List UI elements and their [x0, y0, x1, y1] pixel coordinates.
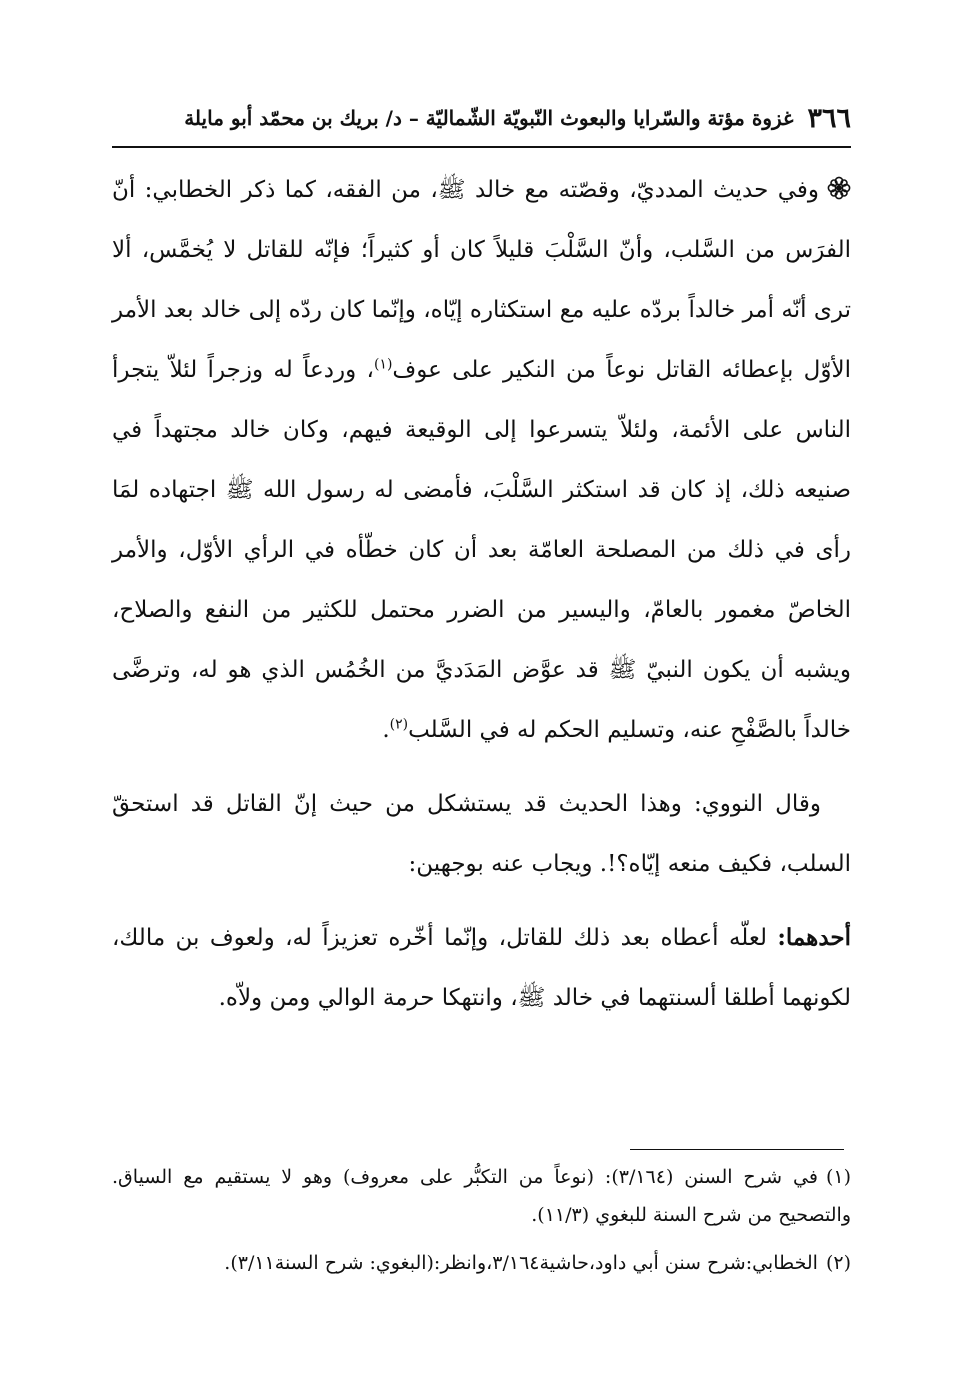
- page-header: [112, 96, 851, 140]
- flower-icon: [827, 163, 851, 187]
- paragraph-1-part-b: ، وردعاً له وزجراً لئلاّ يتجرأ الناس على الأئمة، ولئلاّ يتسرعوا إلى الوقيعة فيهم، وكان خالد مجتهداً في صنيعه ذلك، إذ كان قد استكثر السَّلْبَ، فأمضى له رسول الله ﷺ اجتهاده لمَا رأى في ذلك من المصلحة العامّة بعد أن كان خطّأه في الرأي الأوّل، والأمر الخاصّ مغمور بالعامّ، واليسير من الضرر محتمل للكثير من النفع والصلاح، ويشبه أن يكون النبيّ ﷺ قد عوَّض المَدَديَّ من الخُمُس الذي هو له، وترضَّى خالداً بالصَّفْحِ عنه، وتسليم الحكم له في السَّلب: [112, 357, 851, 743]
- footnote-number: (١): [825, 1166, 851, 1188]
- paragraph-1: [112, 160, 851, 760]
- running-title: غزوة مؤتة والسّرايا والبعوث النّبويّة الشّماليّة – د/ بريك بن محمّد أبو مايلة: [184, 106, 794, 130]
- paragraph-1-part-a: وفي حديث المدديّ، وقصّته مع خالد ﷺ، من الفقه، كما ذكر الخطابي: أنّ الفرَس من السَّلب، وأنّ السَّلْبَ قليلاً كان أو كثيراً؛ فإنّه للقاتل لا يُخمَّس، ألا ترى أنّه أمر خالداً بردّه عليه مع استكثاره إيّاه، وإنّما كان ردّه إلى خالد بعد الأمر الأوّل بإعطائه القاتل نوعاً من النكير على عوف: [112, 177, 851, 383]
- footnote-1: [112, 1158, 851, 1234]
- body-text: [112, 160, 851, 1028]
- footnotes: [112, 1158, 851, 1282]
- footnote-text: الخطابي:شرح سنن أبي داود،حاشية٣/١٦٤،وانظر:(البغوي: شرح السنة٣/١١).: [224, 1252, 818, 1274]
- paragraph-3: [112, 908, 851, 1028]
- footnote-ref-1[interactable]: (١): [373, 356, 393, 373]
- paragraph-3-lead: أحدهما:: [777, 924, 851, 951]
- header-rule: [112, 146, 851, 148]
- page-number: ٣٦٦: [807, 102, 851, 134]
- footnote-number: (٢): [825, 1252, 851, 1274]
- paragraph-3-rest: لعلّه أعطاه بعد ذلك للقاتل، وإنّما أخّره تعزيزاً له، ولعوف بن مالك، لكونهما أطلقا ألسنتهما في خالد ﷺ، وانتهكا حرمة الوالي ومن ولاّه.: [112, 925, 851, 1011]
- paragraph-2: وقال النووي: وهذا الحديث قد يستشكل من حيث إنّ القاتل قد استحقّ السلب، فكيف منعه إيّاه؟!. ويجاب عنه بوجهين:: [112, 791, 851, 877]
- footnote-2: [112, 1244, 851, 1282]
- footnote-ref-2[interactable]: (٢): [389, 716, 409, 733]
- footnote-rule: [630, 1149, 844, 1150]
- paragraph-1-end: .: [382, 717, 390, 743]
- footnote-text: في شرح السنن (٣/١٦٤): (نوعاً من التكبُّر على معروف) وهو لا يستقيم مع السياق. والتصحيح من شرح السنة للبغوي (١١/٣).: [112, 1166, 851, 1226]
